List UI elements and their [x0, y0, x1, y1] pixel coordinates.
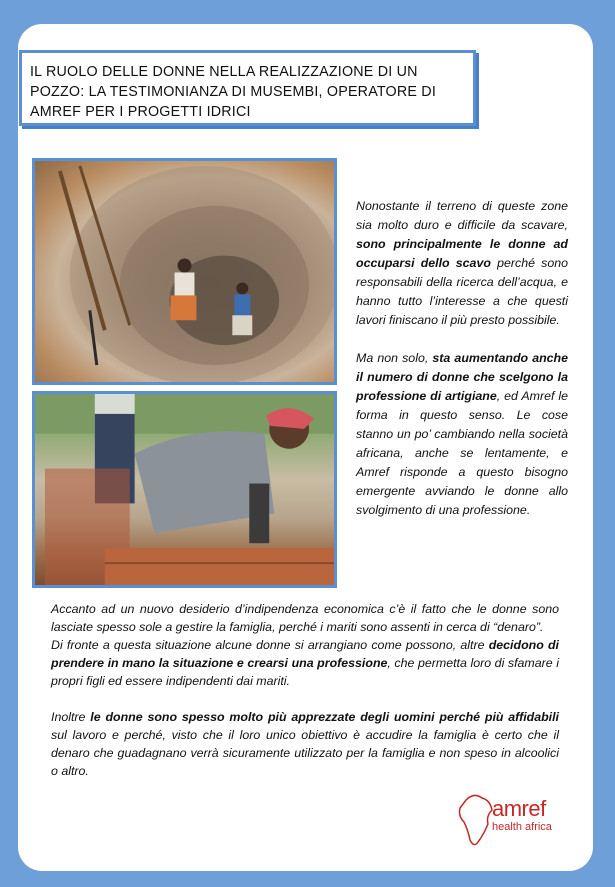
amref-logo — [456, 790, 566, 852]
photo-well-illustration — [35, 161, 334, 382]
bottom-p3-text-a: Inoltre — [51, 710, 91, 724]
right-p2-text-c: , ed Amref le forma in questo senso. Le cose stanno un po’ cambiando nella società africana, anche se lentamente, e Amref risponde a questo bisogno emergente avviando le donne allo svolgimento di una professione. — [356, 389, 568, 517]
article-title — [19, 50, 476, 126]
bottom-text — [51, 600, 559, 780]
right-p2-text-bold: sta aumentando anche il numero di donne che scelgono la professione di artigiane — [356, 351, 569, 403]
bottom-p3-text-bold: le donne sono spesso molto più apprezzate degli uomini perché più affidabili — [90, 710, 559, 724]
right-column-text — [356, 197, 568, 539]
right-paragraph-1 — [356, 197, 568, 330]
logo-wordmark: amref — [492, 796, 546, 821]
bottom-p3-text-c: sul lavoro e perché, visto che il loro unico obiettivo è accudire la famiglia è certo che il denaro che guadagnano verrà sicuramente utilizzato per la famiglia e non speso in alcoolici o altro. — [51, 728, 559, 778]
right-p2-text-a: Ma non solo, — [356, 351, 433, 365]
title-line-1: IL RUOLO DELLE DONNE NELLA REALIZZAZIONE DI UN — [30, 64, 418, 80]
title-line-2: POZZO: LA TESTIMONIANZA DI MUSEMBI, OPERATORE DI — [30, 84, 437, 100]
right-p1-text-a: Nonostante il terreno di queste zone sia molto duro e difficile da scavare, — [356, 199, 568, 232]
right-p1-text-c: perché sono responsabili della ricerca dell’acqua, e hanno tutto l’interesse a che questi lavori finiscano il più presto possibile. — [356, 256, 569, 327]
photo-women-digging-well — [32, 158, 337, 385]
right-p1-text-bold: sono principalmente le donne ad occuparsi dello scavo — [356, 237, 568, 270]
logo-subtitle: health africa — [492, 821, 552, 833]
bottom-paragraph-3 — [51, 708, 559, 780]
photo-woman-bricklaying — [32, 391, 337, 588]
photo-brick-illustration — [35, 394, 334, 585]
title-line-3: AMREF PER I PROGETTI IDRICI — [30, 104, 251, 120]
bottom-paragraph-1: Accanto ad un nuovo desiderio d’indipendenza economica c’è il fatto che le donne sono lasciate spesso sole a gestire la famiglia, perché i mariti sono assenti in cerca di “denaro”. — [51, 602, 559, 634]
bottom-p2-text-bold: decidono di prendere in mano la situazione e crearsi una professione — [51, 638, 559, 670]
africa-outline-icon — [456, 790, 496, 852]
bottom-paragraph-2 — [51, 636, 559, 690]
bottom-p2-text-c: , che permetta loro di sfamare i propri figli ed essere indipendenti dai mariti. — [51, 656, 559, 688]
right-paragraph-2 — [356, 349, 568, 520]
bottom-p2-text-a: Di fronte a questa situazione alcune donne si arrangiano come possono, altre — [51, 638, 489, 652]
